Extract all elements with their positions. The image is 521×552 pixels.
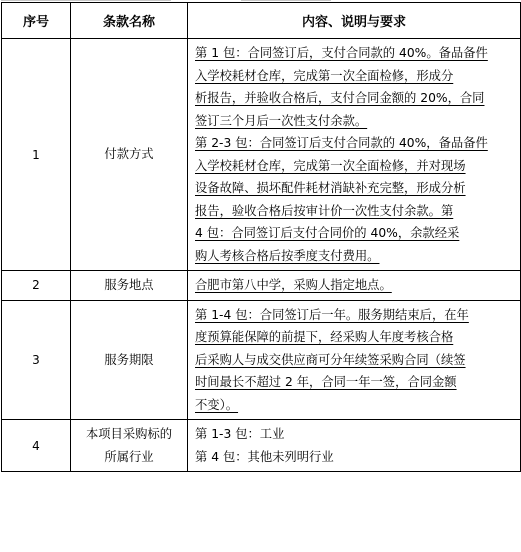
table-row [2, 420, 521, 472]
clause-name-line: 付款方式 [104, 147, 154, 162]
clause-name [71, 39, 188, 271]
clause-name-text [71, 274, 187, 297]
content-line: 设备故障、损坏配件耗材消缺补充完整，形成分析 [195, 181, 466, 195]
header-number: 序号 [2, 3, 71, 39]
clause-content [188, 39, 521, 271]
content-line: 第 1-3 包：工业 [195, 427, 285, 441]
content-line: 报告，验收合格后按审计价一次性支付余款。第 [195, 203, 454, 218]
requirements-table [1, 2, 521, 472]
clause-name-line: 所属行业 [104, 449, 154, 464]
row-number: 2 [2, 271, 71, 301]
content-line: 后采购人与成交供应商可分年续签采购合同（续签 [195, 352, 466, 367]
header-row [2, 3, 521, 39]
clause-name [71, 300, 188, 420]
clause-name [71, 271, 188, 301]
content-line: 析报告，并验收合格后，支付合同金额的 20%，合同 [195, 91, 485, 105]
row-number: 1 [2, 39, 71, 271]
content-line: 入学校耗材仓库，完成第一次全面检修，并对现场 [195, 158, 466, 173]
clause-name-text [71, 143, 187, 166]
content-line: 时间最长不超过 2 年，合同一年一签，合同金额 [195, 375, 457, 389]
content-line: 第 4 包：其他未列明行业 [195, 449, 334, 464]
content-line: 度预算能保障的前提下，经采购人年度考核合格 [195, 330, 454, 344]
clause-name [71, 420, 188, 472]
clause-content [188, 420, 521, 472]
clause-name-line: 本项目采购标的 [85, 427, 173, 441]
clause-content [188, 300, 521, 420]
content-line: 入学校耗材仓库，完成第一次全面检修，形成分 [195, 68, 454, 83]
table-row [2, 39, 521, 271]
content-line: 不变）。 [195, 397, 239, 412]
clause-content [188, 271, 521, 301]
row-number: 3 [2, 300, 71, 420]
content-line: 第 2-3 包：合同签订后支付合同款的 40%，备品备件 [195, 136, 488, 150]
clause-name-text [71, 349, 187, 372]
clause-name-text [71, 423, 187, 468]
clause-name-line: 服务地点 [104, 278, 154, 292]
table-row [2, 271, 521, 301]
row-number: 4 [2, 420, 71, 472]
table-row [2, 300, 521, 420]
content-line: 购人考核合格后按季度支付费用。 [195, 248, 380, 263]
clause-name-line: 服务期限 [104, 352, 154, 367]
content-line: 合肥市第八中学，采购人指定地点。 [195, 278, 392, 292]
content-line: 第 1-4 包：合同签订后一年。服务期结束后，在年 [195, 307, 469, 322]
content-line: 第 1 包：合同签订后，支付合同款的 40%。备品备件 [195, 46, 488, 60]
header-content: 内容、说明与要求 [188, 3, 521, 39]
content-line: 签订三个月后一次性支付余款。 [195, 113, 368, 128]
content-line: 4 包：合同签订后支付合同价的 40%，余款经采 [195, 226, 460, 240]
header-clause-name: 条款名称 [71, 3, 188, 39]
